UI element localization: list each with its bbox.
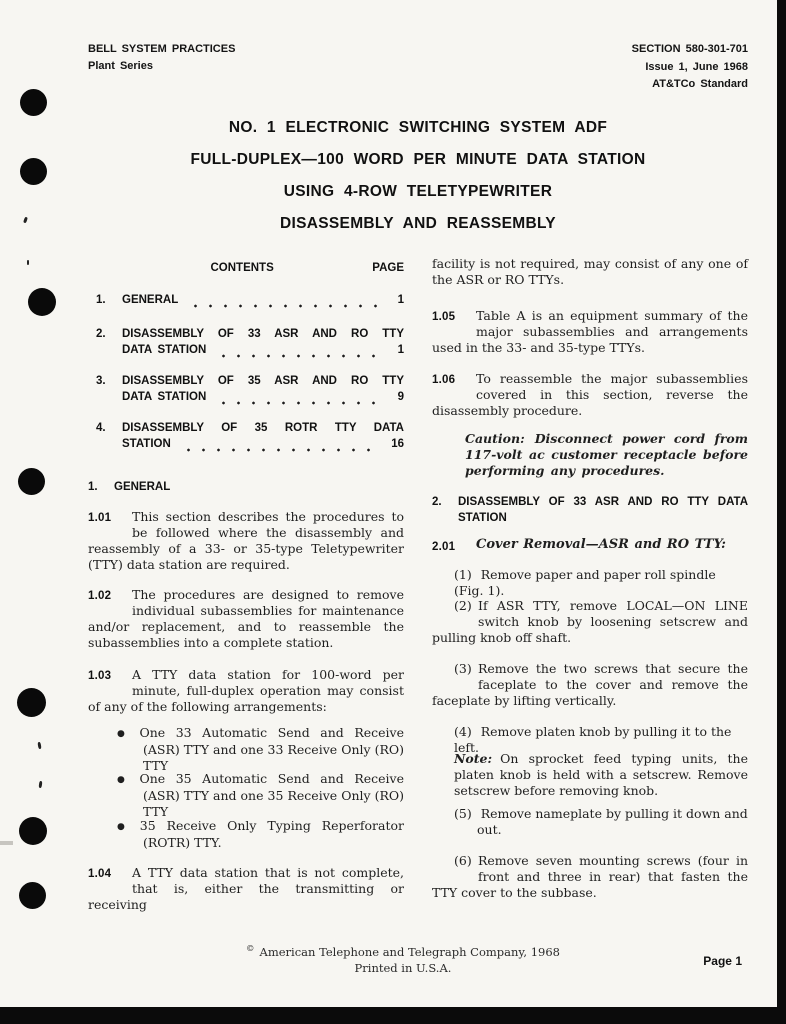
toc-entry-page: 16: [391, 438, 404, 450]
paragraph-1-04-continued: [432, 256, 748, 288]
title-line: DISASSEMBLY AND REASSEMBLY: [280, 215, 556, 232]
toc-entry-label: STATION: [122, 438, 171, 450]
paragraph-number: 1.02: [88, 590, 112, 602]
paragraph-number: 2.01: [432, 541, 456, 553]
copyright-text: American Telephone and Telegraph Company, 1968: [259, 944, 560, 959]
paragraph-number: 1.06: [432, 374, 456, 386]
paragraph-1-04: [88, 865, 404, 913]
paragraph-number: 1.05: [432, 311, 456, 323]
publication-name: BELL SYSTEM PRACTICES: [88, 43, 236, 55]
paragraph-1-02: [88, 587, 404, 651]
paragraph-text: A TTY data station for 100-word per minute, full-duplex operation may consist of any of the following arrangements:: [88, 667, 404, 714]
section-title: DISASSEMBLY OF 33 ASR AND RO TTY DATA STATION: [458, 496, 748, 524]
paragraph-text: To reassemble the major subassemblies covered in this section, reverse the disassembly procedure.: [432, 371, 748, 418]
step-text: Remove the two screws that secure the faceplate to the cover and remove the faceplate by lifting vertically.: [432, 661, 748, 708]
note-label: Note:: [454, 751, 493, 766]
scan-speck: [39, 781, 43, 788]
toc-entry-label: DISASSEMBLY OF 35 ASR AND RO TTY: [122, 375, 404, 387]
toc-entry-page: 1: [397, 294, 404, 306]
binding-hole: [28, 288, 56, 316]
page-number: Page 1: [703, 954, 742, 968]
toc-entry: [96, 373, 404, 405]
toc-entry: [96, 326, 404, 358]
bullet-item: [117, 725, 404, 774]
caution-label: Caution:: [465, 431, 525, 446]
step-number: (2): [454, 598, 472, 613]
bullet-text: 35 Receive Only Typing Reperforator (ROTR) TTY.: [139, 818, 405, 850]
toc-entry-number: 3.: [96, 375, 106, 387]
dot-leader: [216, 346, 378, 358]
note-block: [454, 751, 748, 799]
footer: [78, 941, 728, 976]
scan-speck: [37, 742, 41, 749]
toc-indent-spacer: [96, 436, 122, 452]
paragraph-1-01: [88, 509, 404, 573]
section-number: SECTION 580-301-701: [631, 43, 748, 55]
binding-hole: [20, 158, 47, 185]
toc-entry-number: 4.: [96, 422, 106, 434]
step-number: (5): [454, 806, 472, 821]
scan-speck: [0, 841, 13, 845]
title-line: USING 4-ROW TELETYPEWRITER: [283, 183, 553, 200]
scan-edge-right: [777, 0, 786, 1024]
step-number: (6): [454, 853, 472, 868]
step-text: Remove seven mounting screws (four in front and three in rear) that fasten the TTY cover to the subbase.: [432, 853, 748, 900]
toc-entry-label: DISASSEMBLY OF 33 ASR AND RO TTY: [122, 328, 404, 340]
section-number: 1.: [88, 481, 98, 493]
paragraph-text: A TTY data station that is not complete, that is, either the transmitting or receiving: [88, 865, 404, 912]
binding-hole: [19, 817, 47, 845]
toc-entry-number: 1.: [96, 294, 106, 306]
scan-edge-bottom: [0, 1007, 786, 1024]
step-number: (1): [454, 567, 472, 582]
binding-hole: [20, 89, 47, 116]
caution-block: [465, 431, 748, 479]
toc-page-label: PAGE: [372, 262, 404, 274]
paragraph-number: 1.04: [88, 868, 112, 880]
bullet-text: One 33 Automatic Send and Receive (ASR) TTY and one 33 Receive Only (RO) TTY: [139, 725, 404, 773]
toc-heading: CONTENTS: [210, 262, 274, 274]
copyright-line: [78, 941, 728, 960]
issue-date: Issue 1, June 1968: [645, 60, 748, 73]
binding-hole: [19, 882, 46, 909]
toc-entry: [96, 420, 404, 452]
header-right: [632, 41, 748, 94]
toc-header: [88, 260, 404, 276]
section-title: GENERAL: [114, 481, 171, 493]
toc-indent-spacer: [96, 342, 122, 358]
title-line: NO. 1 ELECTRONIC SWITCHING SYSTEM ADF: [228, 119, 608, 136]
series-name: Plant Series: [88, 60, 153, 72]
paragraph-text: This section describes the procedures to be followed where the disassembly and reassembly of a 33- or 35-type Teletypewriter (TTY) data station are required.: [88, 509, 404, 572]
dot-leader: [181, 440, 378, 452]
title-line: FULL-DUPLEX—100 WORD PER MINUTE DATA STATION: [190, 151, 646, 168]
step-3: [432, 661, 748, 709]
binding-hole: [17, 688, 46, 717]
printed-in-line: Printed in U.S.A.: [354, 960, 452, 975]
toc-entry-page: 1: [397, 344, 404, 356]
step-text: If ASR TTY, remove LOCAL—ON LINE switch knob by loosening setscrew and pulling knob off shaft.: [432, 598, 748, 645]
paragraph-1-05: [432, 308, 748, 356]
toc-entry-page: 9: [397, 391, 404, 403]
step-text: Remove platen knob by pulling it to the left.: [454, 724, 732, 755]
section-2-heading: [432, 494, 748, 526]
step-5: [454, 806, 748, 838]
paragraph-text: The procedures are designed to remove individual subassemblies for maintenance and/or replacement, and to reassemble the subassemblies into a complete station.: [88, 587, 404, 650]
step-text: Remove paper and paper roll spindle (Fig. 1).: [454, 567, 716, 598]
bullet-item: [117, 818, 404, 851]
header-left: [88, 41, 235, 75]
toc-entry-label: DATA STATION: [122, 391, 207, 403]
toc-entry-label: DATA STATION: [122, 344, 207, 356]
section-number: 2.: [432, 496, 442, 508]
toc-entry: [96, 292, 404, 308]
step-2: [432, 598, 748, 646]
step-text: Remove nameplate by pulling it down and out.: [477, 806, 748, 837]
step-6: [432, 853, 748, 901]
caution-text: Disconnect power cord from 117-volt ac customer receptacle before performing any procedures.: [465, 431, 748, 478]
standard-label: AT&TCo Standard: [652, 78, 748, 90]
subsection-2-01-heading: [432, 537, 748, 553]
section-1-heading: [88, 479, 404, 495]
paragraph-number: 1.03: [88, 670, 112, 682]
paragraph-number: 1.01: [88, 512, 112, 524]
step-number: (3): [454, 661, 472, 676]
paragraph-text: Table A is an equipment summary of the major subassemblies and arrangements used in the 33- and 35-type TTYs.: [432, 308, 748, 355]
toc-entry-label: GENERAL: [122, 294, 179, 306]
toc-entry-number: 2.: [96, 328, 106, 340]
bullet-item: [117, 771, 404, 820]
dot-leader: [216, 393, 378, 405]
bullet-text: One 35 Automatic Send and Receive (ASR) TTY and one 35 Receive Only (RO) TTY: [139, 771, 404, 819]
document-title: [88, 112, 748, 240]
toc-indent-spacer: [96, 389, 122, 405]
step-number: (4): [454, 724, 472, 739]
copyright-symbol: ©: [246, 944, 255, 954]
right-column: [432, 256, 748, 916]
left-column: [88, 256, 404, 916]
scan-speck: [27, 260, 29, 265]
note-text: On sprocket feed typing units, the platen knob is held with a setscrew. Remove setscrew before removing knob.: [454, 751, 748, 798]
scan-speck: [23, 217, 28, 224]
paragraph-1-03: [88, 667, 404, 715]
toc-entry-label: DISASSEMBLY OF 35 ROTR TTY DATA: [122, 422, 404, 434]
dot-leader: [188, 296, 378, 308]
subsection-title: Cover Removal—ASR and RO TTY:: [476, 537, 726, 552]
binding-hole: [18, 468, 45, 495]
paragraph-text: facility is not required, may consist of any one of the ASR or RO TTYs.: [432, 256, 748, 287]
paragraph-1-06: [432, 371, 748, 419]
step-1: [454, 567, 748, 599]
